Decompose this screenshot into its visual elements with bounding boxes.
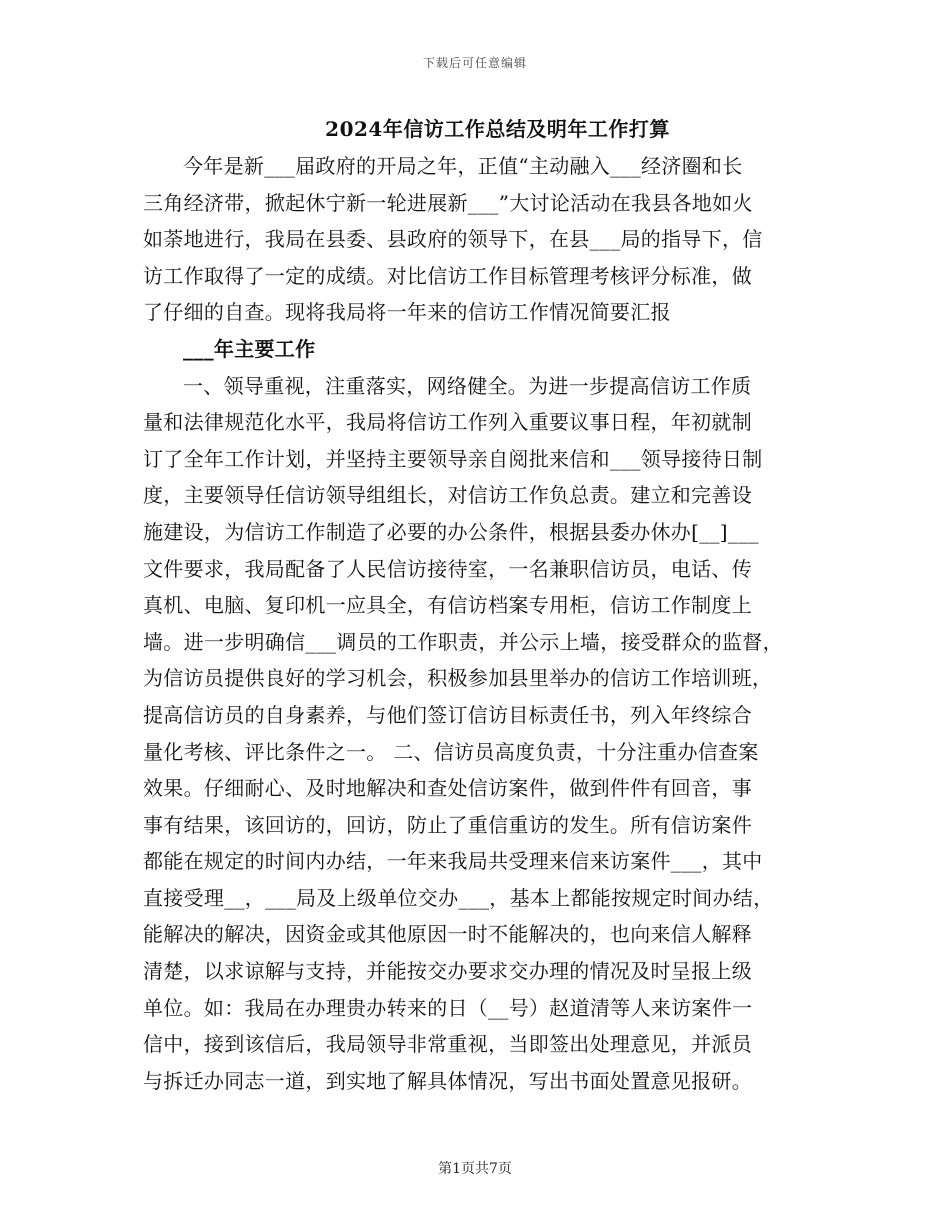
paragraph-line: 一、领导重视，注重落实，网络健全。为进一步提高信访工作质 (183, 373, 752, 398)
paragraph-line: 了仔细的自查。现将我局将一年来的信访工作情况简要汇报 (143, 300, 671, 325)
paragraph-line: 信中，接到该信后，我局领导非常重视，当即签出处理意见，并派员 (143, 1032, 752, 1057)
page-number: 第1页共7页 (438, 1161, 512, 1177)
paragraph-line: 清楚，以求谅解与支持，并能按交办要求交办理的情况及时呈报上级 (143, 959, 752, 984)
paragraph-line: 度，主要领导任信访领导组组长，对信访工作负总责。建立和完善设 (143, 483, 752, 508)
paragraph-line: 量和法律规范化水平，我局将信访工作列入重要议事日程，年初就制 (143, 410, 752, 435)
document-title: 2024年信访工作总结及明年工作打算 (325, 117, 670, 141)
paragraph-line: 墙。进一步明确信___调员的工作职责，并公示上墙，接受群众的监督， (143, 629, 783, 654)
paragraph-line: 单位。如：我局在办理贵办转来的日（__号）赵道清等人来访案件一 (143, 995, 753, 1020)
paragraph-line: 三角经济带，掀起休宁新一轮进展新___”大讨论活动在我县各地如火 (143, 190, 753, 215)
paragraph-line: 文件要求，我局配备了人民信访接待室，一名兼职信访员，电话、传 (143, 556, 752, 581)
paragraph-line: 为信访员提供良好的学习机会，积极参加县里举办的信访工作培训班， (143, 666, 773, 691)
paragraph-line: 量化考核、评比条件之一。 二、信访员高度负责，十分注重办信查案 (143, 739, 759, 764)
paragraph-line: 如荼地进行，我局在县委、县政府的领导下，在县___局的指导下，信 (143, 227, 763, 252)
paragraph-line: 效果。仔细耐心、及时地解决和查处信访案件，做到件件有回音，事 (143, 776, 752, 801)
paragraph-line: 提高信访员的自身素养，与他们签订信访目标责任书，列入年终综合 (143, 702, 752, 727)
paragraph-line: 事有结果，该回访的，回访，防止了重信重访的发生。所有信访案件 (143, 812, 752, 837)
paragraph-line: 施建设，为信访工作制造了必要的办公条件，根据县委办休办[__]___ (143, 519, 759, 544)
paragraph-line: 订了全年工作计划，并坚持主要领导亲自阅批来信和___领导接待日制 (143, 446, 763, 471)
paragraph-line: 访工作取得了一定的成绩。对比信访工作目标管理考核评分标准，做 (143, 263, 752, 288)
document-body (143, 148, 813, 1099)
paragraph-line: 能解决的解决，因资金或其他原因一时不能解决的，也向来信人解释 (143, 922, 752, 947)
section-heading: ___年主要工作 (183, 336, 316, 361)
header-note: 下载后可任意编辑 (422, 56, 527, 70)
paragraph-line: 真机、电脑、复印机一应具全，有信访档案专用柜，信访工作制度上 (143, 593, 752, 618)
paragraph-line: 今年是新___届政府的开局之年，正值“主动融入___经济圈和长 (183, 154, 743, 178)
paragraph-line: 与拆迁办同志一道，到实地了解具体情况，写出书面处置意见报研。 (143, 1068, 752, 1093)
paragraph-line: 直接受理__，___局及上级单位交办___，基本上都能按规定时间办结， (143, 885, 774, 910)
paragraph-line: 都能在规定的时间内办结，一年来我局共受理来信来访案件___，其中 (143, 849, 763, 874)
